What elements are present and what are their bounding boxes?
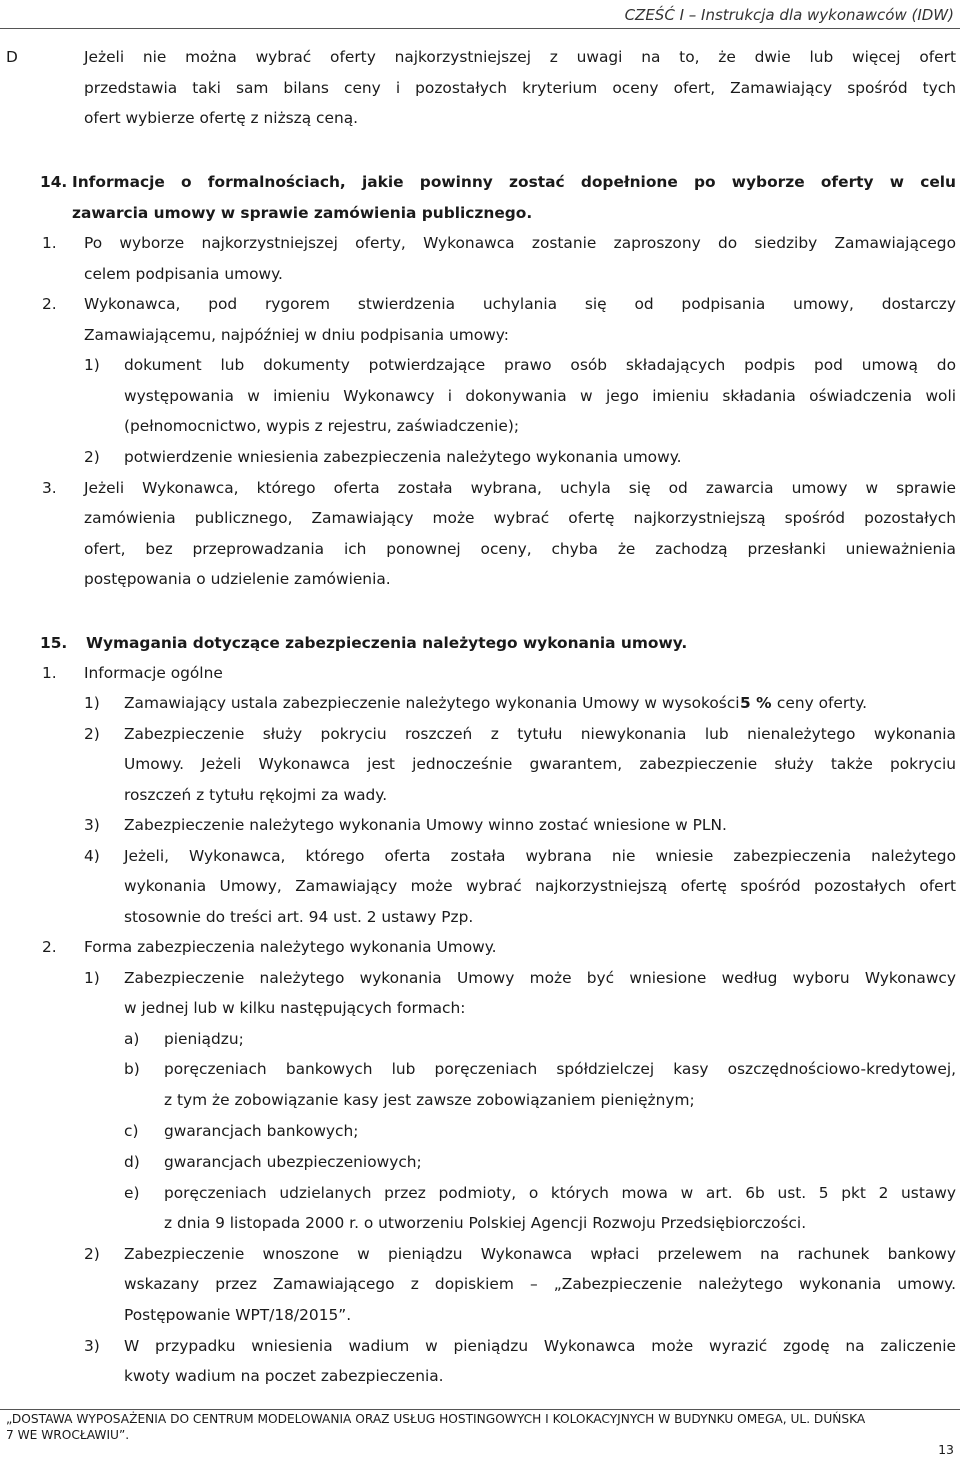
letter-item-text: z dnia 9 listopada 2000 r. o utworzeniu Polskiej Agencji Rozwoju Przedsiębiorczości. <box>164 1214 807 1232</box>
letter-item-text: gwarancjach bankowych; <box>164 1122 359 1140</box>
sublist-item-text: Zabezpieczenie należytego wykonania Umowy może być wniesione według wyboru Wykonawcy <box>124 969 956 987</box>
list-item-text: celem podpisania umowy. <box>84 265 283 283</box>
sublist-number: 1) <box>84 969 100 987</box>
list-number: 2. <box>42 295 57 313</box>
sublist-number: 4) <box>84 847 100 865</box>
sublist-item-text: (pełnomocnictwo, wypis z rejestru, zaświadczenie); <box>124 417 520 435</box>
emphasis-percent: 5 % <box>740 694 772 712</box>
sublist-item-text: Postępowanie WPT/18/2015”. <box>124 1306 352 1324</box>
paragraph-text: Jeżeli nie można wybrać oferty najkorzystniejszej z uwagi na to, że dwie lub więcej ofert <box>84 48 956 66</box>
sublist-item-text: wykonania Umowy, Zamawiający może wybrać najkorzystniejszą ofertę spośród pozostałych ofert <box>124 877 956 895</box>
header-divider <box>0 28 960 29</box>
sublist-number: 2) <box>84 448 100 466</box>
list-item-text: Po wyborze najkorzystniejszej oferty, Wykonawca zostanie zaproszony do siedziby Zamawiającego <box>84 234 956 252</box>
footer-title: „DOSTAWA WYPOSAŻENIA DO CENTRUM MODELOWANIA ORAZ USŁUG HOSTINGOWYCH I KOLOKACYJNYCH W BUDYNKU OMEGA, UL. DUŃSKA <box>6 1412 866 1426</box>
list-item-text: Wykonawca, pod rygorem stwierdzenia uchylania się od podpisania umowy, dostarczy <box>84 295 956 313</box>
list-item-text: postępowania o udzielenie zamówienia. <box>84 570 391 588</box>
letter-marker: d) <box>124 1153 140 1171</box>
sublist-item-text: potwierdzenie wniesienia zabezpieczenia należytego wykonania umowy. <box>124 448 682 466</box>
sublist-item-text: kwoty wadium na poczet zabezpieczenia. <box>124 1367 444 1385</box>
sublist-item-text: W przypadku wniesienia wadium w pieniądzu Wykonawca może wyrazić zgodę na zaliczenie <box>124 1337 956 1355</box>
list-item-text: Informacje ogólne <box>84 664 223 682</box>
list-item-text: Zamawiającemu, najpóźniej w dniu podpisania umowy: <box>84 326 509 344</box>
list-item-text: ofert, bez przeprowadzania ich ponownej oceny, chyba że zachodzą przesłanki unieważnienia <box>84 540 956 558</box>
sublist-number: 1) <box>84 694 100 712</box>
list-number: 3. <box>42 479 57 497</box>
list-number: 2. <box>42 938 57 956</box>
letter-marker: c) <box>124 1122 139 1140</box>
letter-marker: e) <box>124 1184 140 1202</box>
sublist-item-text: stosownie do treści art. 94 ust. 2 ustawy Pzp. <box>124 908 474 926</box>
footer-title-cont: 7 WE WROCŁAWIU”. <box>6 1428 130 1442</box>
section-number: 15. <box>40 634 68 652</box>
sublist-number: 2) <box>84 1245 100 1263</box>
list-item-text: Forma zabezpieczenia należytego wykonania Umowy. <box>84 938 497 956</box>
footer-divider <box>0 1409 960 1410</box>
list-number: 1. <box>42 234 57 252</box>
sublist-item-text: Zamawiający ustala zabezpieczenie należytego wykonania Umowy w wysokości <box>124 694 740 712</box>
paragraph-text: ofert wybierze ofertę z niższą ceną. <box>84 109 359 127</box>
sublist-item-text: dokument lub dokumenty potwierdzające prawo osób składających podpis pod umową do <box>124 356 956 374</box>
section-heading: Informacje o formalnościach, jakie powinny zostać dopełnione po wyborze oferty w celu <box>72 173 956 191</box>
sublist-item-text: występowania w imieniu Wykonawcy i dokonywania w jego imieniu składania oświadczenia woli <box>124 387 956 405</box>
section-heading: zawarcia umowy w sprawie zamówienia publicznego. <box>72 204 533 222</box>
letter-item-text: pieniądzu; <box>164 1030 244 1048</box>
sublist-item-text: wskazany przez Zamawiającego z dopiskiem – „Zabezpieczenie należytego wykonania umowy. <box>124 1275 956 1293</box>
sublist-number: 1) <box>84 356 100 374</box>
sublist-item-text: Jeżeli, Wykonawca, którego oferta została wybrana nie wniesie zabezpieczenia należytego <box>124 847 956 865</box>
sublist-item-text: Zabezpieczenie należytego wykonania Umowy winno zostać wniesione w PLN. <box>124 816 727 834</box>
sublist-item-text: roszczeń z tytułu rękojmi za wady. <box>124 786 388 804</box>
paragraph-label: D <box>6 48 18 66</box>
section-number: 14. <box>40 173 68 191</box>
sublist-number: 2) <box>84 725 100 743</box>
sublist-item-text: Zabezpieczenie służy pokryciu roszczeń z tytułu niewykonania lub nienależytego wykonania <box>124 725 956 743</box>
sublist-item-text: w jednej lub w kilku następujących formach: <box>124 999 466 1017</box>
letter-item-text: z tym że zobowiązanie kasy jest zawsze zobowiązaniem pieniężnym; <box>164 1091 695 1109</box>
sublist-item-text: ceny oferty. <box>772 694 868 712</box>
letter-item-text: poręczeniach udzielanych przez podmioty, o których mowa w art. 6b ust. 5 pkt 2 ustawy <box>164 1184 956 1202</box>
page-number: 13 <box>938 1442 954 1457</box>
sublist-number: 3) <box>84 1337 100 1355</box>
list-item-text: Jeżeli Wykonawca, którego oferta została wybrana, uchyla się od zawarcia umowy w sprawie <box>84 479 956 497</box>
sublist-item-text: Zabezpieczenie wnoszone w pieniądzu Wykonawca wpłaci przelewem na rachunek bankowy <box>124 1245 956 1263</box>
list-number: 1. <box>42 664 57 682</box>
letter-item-text: poręczeniach bankowych lub poręczeniach spółdzielczej kasy oszczędnościowo-kredytowej, <box>164 1060 956 1078</box>
sublist-number: 3) <box>84 816 100 834</box>
letter-item-text: gwarancjach ubezpieczeniowych; <box>164 1153 422 1171</box>
letter-marker: a) <box>124 1030 140 1048</box>
running-header: CZEŚĆ I – Instrukcja dla wykonawców (IDW) <box>624 6 954 24</box>
letter-marker: b) <box>124 1060 140 1078</box>
sublist-item-text: Umowy. Jeżeli Wykonawca jest jednocześnie gwarantem, zabezpieczenie służy także pokryciu <box>124 755 956 773</box>
paragraph-text: przedstawia taki sam bilans ceny i pozostałych kryterium oceny ofert, Zamawiający spośród tych <box>84 79 956 97</box>
section-heading: Wymagania dotyczące zabezpieczenia należytego wykonania umowy. <box>86 634 688 652</box>
list-item-text: zamówienia publicznego, Zamawiający może wybrać ofertę najkorzystniejszą spośród pozostałych <box>84 509 956 527</box>
